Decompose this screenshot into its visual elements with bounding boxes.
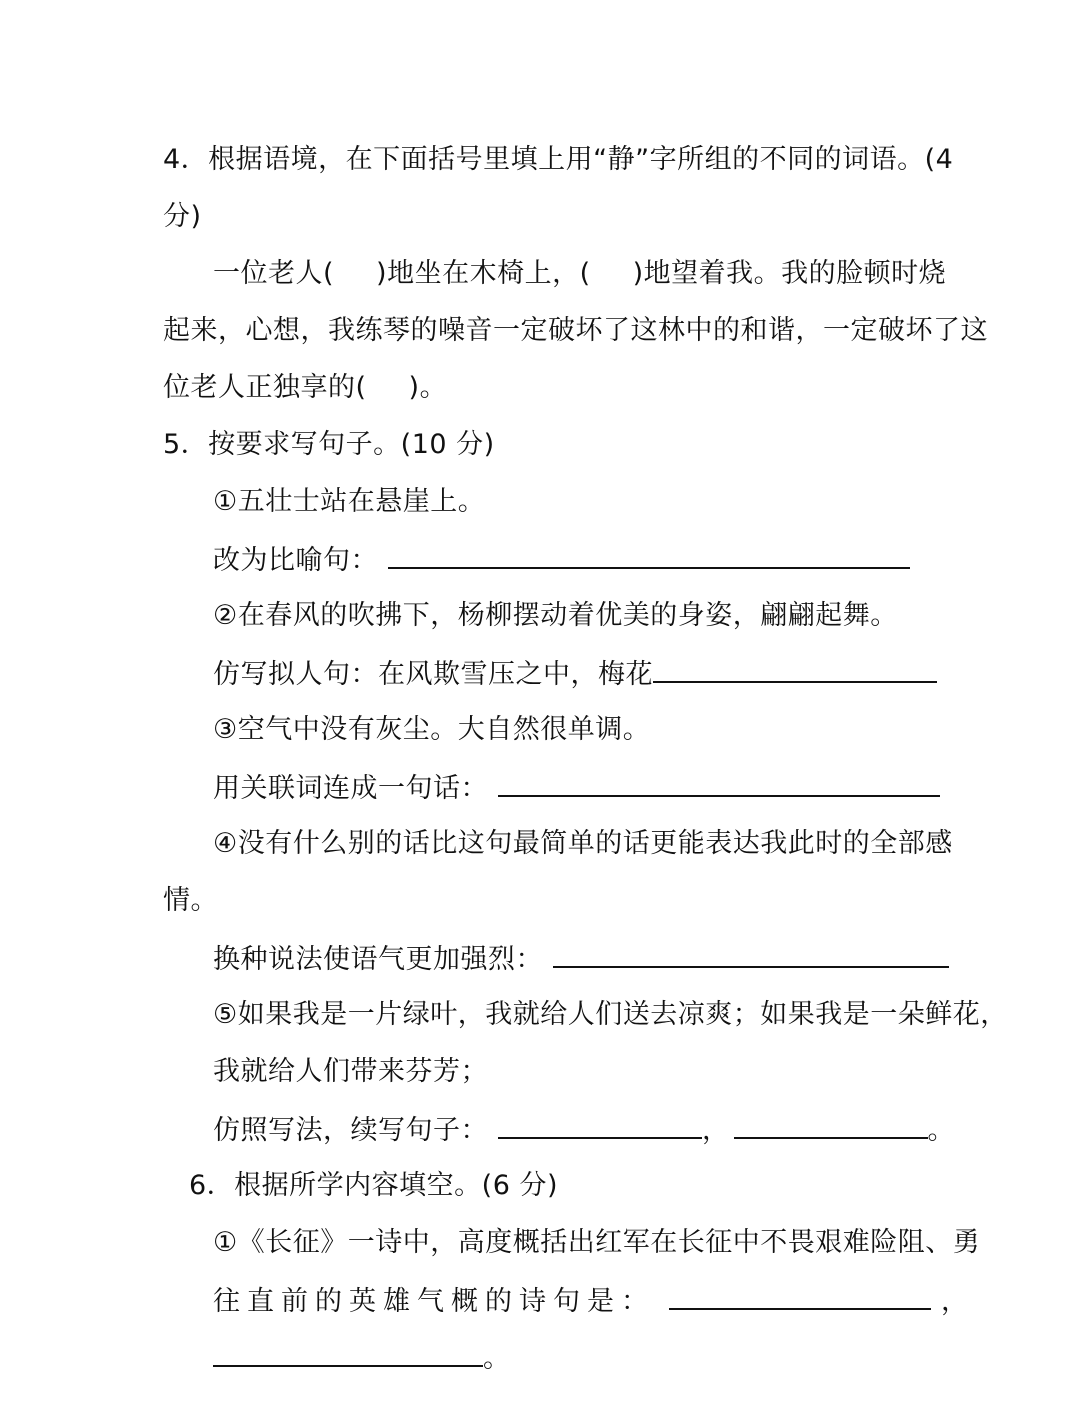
q5-answer-line-5a[interactable]	[498, 1111, 702, 1139]
q5-comma: ，	[702, 1115, 730, 1146]
q5-sentence-4-line1: ④没有什么别的话比这句最简单的话更能表达我此时的全部感	[213, 828, 953, 859]
q4-title-line1: 4．根据语境，在下面括号里填上用“静”字所组的不同的词语。(4	[163, 144, 954, 175]
q5-answer-line-4[interactable]	[553, 940, 949, 968]
q5-task-3-label: 用关联词连成一句话：	[213, 773, 488, 804]
q5-period: 。	[927, 1115, 955, 1146]
q5-title: 5．按要求写句子。(10 分)	[163, 429, 495, 460]
q5-sentence-5-line1: ⑤如果我是一片绿叶，我就给人们送去凉爽；如果我是一朵鲜花，	[213, 999, 1008, 1030]
q4-passage-text-d: 位老人正独享的(	[163, 372, 367, 403]
q4-passage-line3	[163, 370, 447, 406]
q6-sentence-1-line2	[213, 1282, 969, 1320]
q4-passage-text-a: 一位老人(	[213, 258, 335, 289]
q5-answer-line-1[interactable]	[388, 541, 910, 569]
q6-answer-line2-row	[213, 1339, 511, 1377]
q5-sentence-1: ①五壮士站在悬崖上。	[213, 486, 486, 517]
q5-task-1	[213, 541, 910, 579]
q6-sentence-1-label: 往直前的英雄气概的诗句是：	[213, 1286, 655, 1317]
q4-passage-text-c: )地望着我。我的脸顿时烧	[632, 258, 947, 289]
q5-task-5-label: 仿照写法，续写句子：	[213, 1115, 488, 1146]
q5-task-4	[213, 940, 949, 978]
q5-sentence-5-line2: 我就给人们带来芬芳；	[213, 1056, 488, 1087]
q5-task-4-label: 换种说法使语气更加强烈：	[213, 944, 543, 975]
q4-passage-line2: 起来，心想，我练琴的噪音一定破坏了这林中的和谐，一定破坏了这	[163, 315, 988, 346]
q5-task-5	[213, 1111, 955, 1149]
q5-task-2	[213, 655, 937, 693]
q5-task-1-label: 改为比喻句：	[213, 545, 378, 576]
q5-sentence-4-line2: 情。	[163, 885, 218, 916]
q5-task-2-label: 仿写拟人句：在风欺雪压之中，梅花	[213, 659, 653, 690]
q4-passage-text-b: )地坐在木椅上，(	[376, 258, 591, 289]
q6-answer-line-1[interactable]	[669, 1282, 931, 1310]
q5-answer-line-3[interactable]	[498, 769, 940, 797]
q6-answer-line-2[interactable]	[213, 1339, 483, 1367]
q4-title-line2: 分)	[163, 201, 202, 232]
q5-answer-line-2[interactable]	[653, 655, 937, 683]
q5-task-3	[213, 769, 940, 807]
q4-passage-line1	[213, 256, 946, 292]
q6-sentence-1-line1: ①《长征》一诗中，高度概括出红军在长征中不畏艰难险阻、勇	[213, 1227, 981, 1258]
q6-comma: ，	[941, 1286, 969, 1317]
q6-period: 。	[483, 1343, 511, 1374]
q5-sentence-3: ③空气中没有灰尘。大自然很单调。	[213, 714, 651, 745]
q4-passage-text-e: )。	[408, 372, 448, 403]
q5-sentence-2: ②在春风的吹拂下，杨柳摆动着优美的身姿，翩翩起舞。	[213, 600, 898, 631]
q6-title: 6．根据所学内容填空。(6 分)	[189, 1170, 559, 1201]
q5-answer-line-5b[interactable]	[734, 1111, 928, 1139]
